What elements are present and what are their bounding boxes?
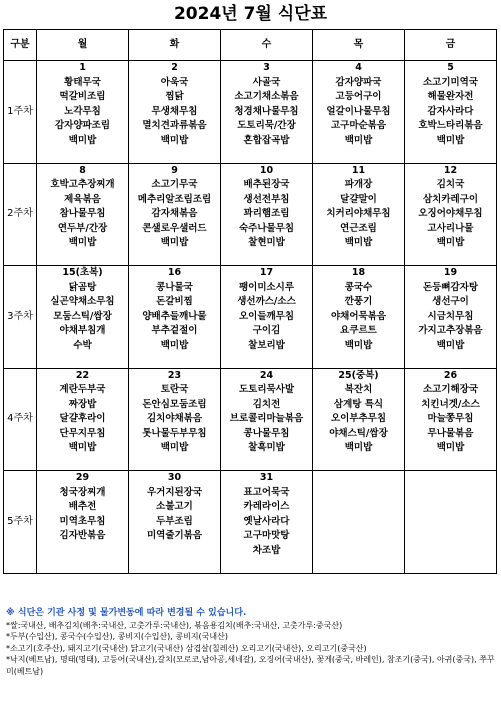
menu-item: 감자채볶음 [129, 207, 221, 222]
date-cell: 3 [221, 61, 313, 76]
menu-item: 백미밥 [313, 441, 405, 456]
menu-row [4, 105, 497, 120]
menu-item [405, 558, 497, 573]
date-row [4, 163, 497, 178]
menu-row [4, 90, 497, 105]
menu-item [221, 148, 313, 163]
menu-item: 백미밥 [129, 339, 221, 354]
menu-item: 생선까스/소스 [221, 295, 313, 310]
date-cell: 29 [37, 471, 129, 486]
week-label: 2주차 [4, 163, 37, 266]
menu-item: 아욱국 [129, 76, 221, 91]
menu-item [37, 148, 129, 163]
menu-item [129, 544, 221, 559]
menu-item: 토란국 [129, 383, 221, 398]
notes-line: *소고기(호주산), 돼지고기(국내산) 닭고기(국내산) 삼겹살(칠레산) 오리고기(국내산), 오리고기(중국산) [6, 643, 367, 653]
menu-item: 돈등뼈감자탕 [405, 281, 497, 296]
menu-item: 백미밥 [129, 236, 221, 251]
menu-item [405, 148, 497, 163]
menu-item [129, 353, 221, 368]
menu-row [4, 207, 497, 222]
menu-item: 옛날사라다 [221, 515, 313, 530]
notes-warning: ※ 식단은 기관 사정 및 물가변동에 따라 변경될 수 있습니다. [6, 608, 247, 618]
menu-item: 톳나물두부무침 [129, 427, 221, 442]
date-cell: 30 [129, 471, 221, 486]
date-cell: 1 [37, 61, 129, 76]
menu-item: 콘샐로우샐러드 [129, 222, 221, 237]
menu-item: 연두부/간장 [37, 222, 129, 237]
date-cell: 12 [405, 163, 497, 178]
menu-item [37, 251, 129, 266]
date-cell: 15(초복) [37, 266, 129, 281]
menu-item [313, 558, 405, 573]
date-cell: 5 [405, 61, 497, 76]
menu-item: 오이부추무침 [313, 412, 405, 427]
menu-row [4, 398, 497, 413]
header-day-tue: 화 [129, 30, 221, 61]
menu-item: 요쿠르트 [313, 324, 405, 339]
menu-item: 무나물볶음 [405, 427, 497, 442]
menu-item: 백미밥 [129, 134, 221, 149]
menu-item: 삼치카레구이 [405, 193, 497, 208]
menu-item: 팽이미소시루 [221, 281, 313, 296]
menu-item: 파개장 [313, 178, 405, 193]
menu-row [4, 456, 497, 471]
menu-item [313, 515, 405, 530]
menu-item: 김치국 [405, 178, 497, 193]
menu-row [4, 119, 497, 134]
menu-item [221, 456, 313, 471]
menu-item: 백미밥 [37, 441, 129, 456]
menu-item: 소고기채소볶음 [221, 90, 313, 105]
menu-row [4, 251, 497, 266]
menu-item [221, 353, 313, 368]
menu-row [4, 324, 497, 339]
menu-row [4, 134, 497, 149]
menu-item: 찰현미밥 [221, 236, 313, 251]
menu-item [129, 148, 221, 163]
menu-item: 계란두부국 [37, 383, 129, 398]
header-day-wed: 수 [221, 30, 313, 61]
date-row [4, 471, 497, 486]
menu-item [313, 500, 405, 515]
menu-item: 구이김 [221, 324, 313, 339]
notes-line: *쌀:국내산, 배추김치(배추:국내산, 고춧가루:국내산), 볶음용김치(배추:국내산, 고춧가루:중국산) [6, 620, 343, 630]
date-cell: 18 [313, 266, 405, 281]
menu-item: 김치야채볶음 [129, 412, 221, 427]
menu-row [4, 427, 497, 442]
menu-item: 감자양파국 [313, 76, 405, 91]
menu-item [313, 486, 405, 501]
menu-item: 감자양파조림 [37, 119, 129, 134]
menu-item [313, 251, 405, 266]
menu-item [37, 353, 129, 368]
menu-item: 치킨너겟/소스 [405, 398, 497, 413]
menu-item [405, 251, 497, 266]
menu-row [4, 222, 497, 237]
menu-item [405, 456, 497, 471]
menu-item: 야채어묵볶음 [313, 310, 405, 325]
menu-item: 해물완자전 [405, 90, 497, 105]
menu-row [4, 339, 497, 354]
menu-item: 깐풍기 [313, 295, 405, 310]
date-cell: 25(중복) [313, 368, 405, 383]
week-label: 3주차 [4, 266, 37, 369]
date-row [4, 266, 497, 281]
menu-item: 소불고기 [129, 500, 221, 515]
menu-row [4, 441, 497, 456]
menu-item [405, 486, 497, 501]
menu-item: 김치전 [221, 398, 313, 413]
menu-item [37, 558, 129, 573]
menu-item: 생선전부침 [221, 193, 313, 208]
menu-item: 두부조림 [129, 515, 221, 530]
menu-item: 멸치견과류볶음 [129, 119, 221, 134]
date-cell: 19 [405, 266, 497, 281]
menu-item: 콩나물국 [129, 281, 221, 296]
date-row [4, 368, 497, 383]
menu-item: 백미밥 [313, 339, 405, 354]
menu-item [405, 500, 497, 515]
menu-item: 콩나물무침 [221, 427, 313, 442]
menu-row [4, 76, 497, 91]
date-cell: 16 [129, 266, 221, 281]
menu-item: 고구마순볶음 [313, 119, 405, 134]
date-cell: 17 [221, 266, 313, 281]
menu-item: 야채스틱/쌈장 [313, 427, 405, 442]
menu-item: 시금치무침 [405, 310, 497, 325]
header-day-fri: 금 [405, 30, 497, 61]
menu-item: 오징어야채무침 [405, 207, 497, 222]
date-cell: 22 [37, 368, 129, 383]
menu-item: 백미밥 [405, 339, 497, 354]
menu-item: 사골국 [221, 76, 313, 91]
header-day-mon: 월 [37, 30, 129, 61]
date-cell: 10 [221, 163, 313, 178]
menu-item: 도토리묵/간장 [221, 119, 313, 134]
meal-plan-table [3, 29, 497, 574]
menu-item [313, 544, 405, 559]
menu-item: 찰흑미밥 [221, 441, 313, 456]
menu-item: 생선구이 [405, 295, 497, 310]
menu-row [4, 236, 497, 251]
date-row [4, 61, 497, 76]
menu-item [405, 515, 497, 530]
menu-item: 백미밥 [313, 134, 405, 149]
menu-item: 고구마맛탕 [221, 529, 313, 544]
menu-item: 김자반볶음 [37, 529, 129, 544]
menu-item: 연근조림 [313, 222, 405, 237]
menu-item: 달걀후라이 [37, 412, 129, 427]
menu-item: 노각무침 [37, 105, 129, 120]
menu-row [4, 193, 497, 208]
menu-item: 닭곰탕 [37, 281, 129, 296]
week-label: 5주차 [4, 471, 37, 574]
menu-item: 백미밥 [405, 441, 497, 456]
notes-section [6, 608, 496, 677]
menu-row [4, 310, 497, 325]
menu-item: 복잔치 [313, 383, 405, 398]
menu-item: 청경채나물무침 [221, 105, 313, 120]
menu-item: 우거지된장국 [129, 486, 221, 501]
menu-item [405, 529, 497, 544]
menu-item: 야채부침개 [37, 324, 129, 339]
menu-item: 호박고추장찌개 [37, 178, 129, 193]
menu-item: 양배추들깨나물 [129, 310, 221, 325]
menu-item: 제육볶음 [37, 193, 129, 208]
menu-item [405, 353, 497, 368]
menu-item: 메추리알조림조림 [129, 193, 221, 208]
date-cell: 26 [405, 368, 497, 383]
menu-row [4, 500, 497, 515]
menu-row [4, 412, 497, 427]
menu-item: 소고기미역국 [405, 76, 497, 91]
week-label: 4주차 [4, 368, 37, 471]
menu-row [4, 281, 497, 296]
menu-item: 얼갈이나물무침 [313, 105, 405, 120]
menu-item: 미역초무침 [37, 515, 129, 530]
menu-row [4, 529, 497, 544]
date-cell [313, 471, 405, 486]
menu-item: 달걀말이 [313, 193, 405, 208]
menu-item: 가지고추장볶음 [405, 324, 497, 339]
menu-item: 표고어묵국 [221, 486, 313, 501]
menu-row [4, 544, 497, 559]
menu-item: 무생채무침 [129, 105, 221, 120]
menu-item: 수박 [37, 339, 129, 354]
date-cell: 8 [37, 163, 129, 178]
date-cell [405, 471, 497, 486]
menu-item: 카레라이스 [221, 500, 313, 515]
menu-row [4, 515, 497, 530]
menu-item [37, 544, 129, 559]
menu-item: 고사리나물 [405, 222, 497, 237]
menu-item: 황태무국 [37, 76, 129, 91]
menu-item [313, 148, 405, 163]
menu-item: 소고기해장국 [405, 383, 497, 398]
menu-item: 찰보리밥 [221, 339, 313, 354]
menu-item [405, 544, 497, 559]
notes-line: *낙지(베트남), 명태(명태), 고등어(국내산),갈치(모로코,남아공,세네갈), 오징어(국내산), 꽃게(중국, 바레인), 참조기(중국), 아귀(중국), 쭈꾸미(베트남) [6, 655, 495, 676]
menu-item: 차조밥 [221, 544, 313, 559]
menu-item: 도토리묵사발 [221, 383, 313, 398]
notes-line: *두부(수입산), 콩국수(수입산), 콩비지(수입산), 콩비지(국내산) [6, 632, 228, 641]
menu-item: 돈안심모둠조림 [129, 398, 221, 413]
menu-item: 백미밥 [37, 236, 129, 251]
menu-item: 혼합잡곡밥 [221, 134, 313, 149]
menu-row [4, 383, 497, 398]
menu-row [4, 295, 497, 310]
menu-item: 단무지무침 [37, 427, 129, 442]
menu-item: 삼계탕 특식 [313, 398, 405, 413]
menu-item: 백미밥 [405, 236, 497, 251]
menu-row [4, 178, 497, 193]
menu-item: 배추전 [37, 500, 129, 515]
date-cell: 24 [221, 368, 313, 383]
menu-item: 참나물무침 [37, 207, 129, 222]
menu-item: 고등어구이 [313, 90, 405, 105]
page-title: 2024년 7월 식단표 [173, 4, 328, 24]
menu-item: 마늘쫑무침 [405, 412, 497, 427]
menu-item: 백미밥 [313, 236, 405, 251]
menu-item: 숙주나물무침 [221, 222, 313, 237]
date-cell: 31 [221, 471, 313, 486]
menu-item: 실곤약채소무침 [37, 295, 129, 310]
menu-item [129, 456, 221, 471]
menu-row [4, 486, 497, 501]
menu-item [129, 558, 221, 573]
menu-item [313, 529, 405, 544]
menu-item: 호박느타리볶음 [405, 119, 497, 134]
week-label: 1주차 [4, 61, 37, 164]
date-cell: 2 [129, 61, 221, 76]
menu-item: 청국장찌개 [37, 486, 129, 501]
date-cell: 9 [129, 163, 221, 178]
menu-item: 감자사라다 [405, 105, 497, 120]
menu-item: 미역줄기볶음 [129, 529, 221, 544]
menu-row [4, 558, 497, 573]
menu-item: 브로콜리마늘볶음 [221, 412, 313, 427]
menu-item: 배추된장국 [221, 178, 313, 193]
menu-item [313, 353, 405, 368]
date-cell: 23 [129, 368, 221, 383]
date-cell: 4 [313, 61, 405, 76]
menu-item: 백미밥 [129, 441, 221, 456]
header-day-thu: 목 [313, 30, 405, 61]
menu-item: 모둠스틱/쌈장 [37, 310, 129, 325]
menu-item: 소고기무국 [129, 178, 221, 193]
header-category: 구분 [4, 30, 37, 61]
menu-item [37, 456, 129, 471]
menu-item: 돈갈비찜 [129, 295, 221, 310]
menu-item: 꽈리햄조림 [221, 207, 313, 222]
menu-item: 오이들깨무침 [221, 310, 313, 325]
menu-item [313, 456, 405, 471]
menu-item: 콩국수 [313, 281, 405, 296]
menu-item [221, 251, 313, 266]
menu-row [4, 148, 497, 163]
menu-item: 치커리야채무침 [313, 207, 405, 222]
menu-item: 짜장밥 [37, 398, 129, 413]
menu-item: 떡갈비조림 [37, 90, 129, 105]
menu-item: 백미밥 [405, 134, 497, 149]
menu-item [221, 558, 313, 573]
menu-item: 백미밥 [37, 134, 129, 149]
menu-item [129, 251, 221, 266]
menu-row [4, 353, 497, 368]
menu-item: 찜닭 [129, 90, 221, 105]
date-cell: 11 [313, 163, 405, 178]
menu-item: 부추겉절이 [129, 324, 221, 339]
